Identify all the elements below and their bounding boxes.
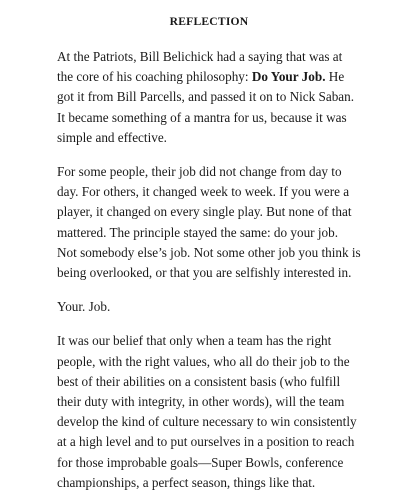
paragraph-1-text-start: At the Patriots, Bill Belichick had a saying that was at the core of his coaching philosophy:: [57, 49, 343, 85]
paragraph-1: [57, 47, 361, 148]
paragraph-1-bold-phrase: Do Your Job.: [251, 69, 326, 85]
paragraph-1-text-end: He got it from Bill Parcells, and passed it on to Nick Saban. It became something of a mantra for us, because it was simple and effective.: [57, 69, 355, 145]
paragraph-4: It was our belief that only when a team has the right people, with the right values, who all do their job to the best of their abilities on a consistent basis (who fulfill their duty with integrity, in other words), will the team develop the kind of culture necessary to win consistently at a high level and to put ourselves in a position to reach for those improbable goals—Super Bowls, conference championships, a perfect season, things like that.: [57, 333, 357, 490]
paragraph-3: Your. Job.: [57, 299, 111, 315]
section-heading: REFLECTION: [169, 15, 249, 28]
paragraph-2: For some people, their job did not change from day to day. For others, it changed week to week. If you were a player, it changed on every single play. But none of that mattered. The principle stayed the same: do your job. Not somebody else’s job. Not some other job you think is being overlooked, or that you are selfishly interested in.: [57, 164, 361, 281]
